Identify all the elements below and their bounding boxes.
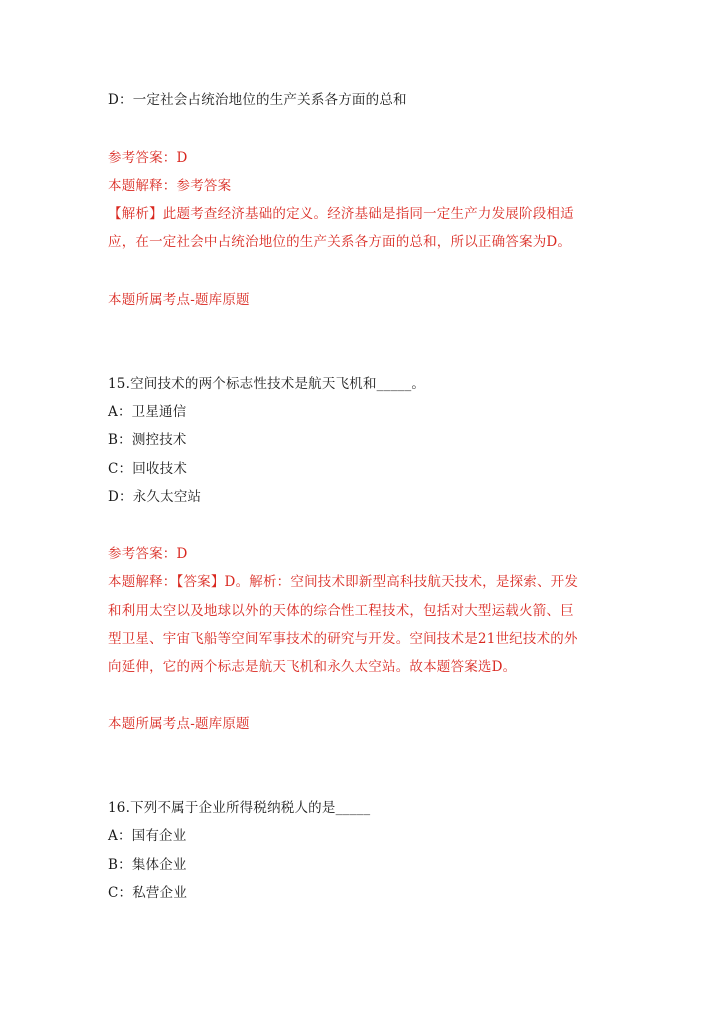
q15-option-b: B：测控技术 <box>108 432 187 448</box>
q15-explanation-line-2: 和利用太空以及地球以外的天体的综合性工程技术，包括对大型运载火箭、巨 <box>108 603 574 619</box>
q15-answer: 参考答案：D <box>108 546 188 562</box>
q15-option-c: C：回收技术 <box>108 461 188 477</box>
q15-option-d: D：永久太空站 <box>108 489 202 505</box>
q15-question: 15.空间技术的两个标志性技术是航天飞机和_____。 <box>108 376 426 392</box>
q16-option-c: C：私营企业 <box>108 885 188 901</box>
q14-analysis-line-1: 【解析】此题考查经济基础的定义。经济基础是指同一定生产力发展阶段相适 <box>108 206 574 222</box>
q14-answer: 参考答案：D <box>108 150 188 166</box>
q15-source: 本题所属考点-题库原题 <box>108 716 250 732</box>
q14-option-d: D：一定社会占统治地位的生产关系各方面的总和 <box>108 92 407 108</box>
q14-explanation-label: 本题解释：参考答案 <box>108 178 232 194</box>
q16-question: 16.下列不属于企业所得税纳税人的是_____ <box>108 800 371 816</box>
q15-explanation-line-4: 向延伸，它的两个标志是航天飞机和永久太空站。故本题答案选D。 <box>108 659 517 675</box>
q15-option-a: A：卫星通信 <box>108 404 187 420</box>
q15-explanation-line-1: 本题解释：【答案】D。解析：空间技术即新型高科技航天技术，是探索、开发 <box>108 574 579 590</box>
q14-analysis-line-2: 应，在一定社会中占统治地位的生产关系各方面的总和，所以正确答案为D。 <box>108 234 572 250</box>
q15-explanation-line-3: 型卫星、宇宙飞船等空间军事技术的研究与开发。空间技术是21世纪技术的外 <box>108 631 578 647</box>
q16-option-a: A：国有企业 <box>108 828 187 844</box>
q14-source: 本题所属考点-题库原题 <box>108 292 250 308</box>
q16-option-b: B：集体企业 <box>108 857 187 873</box>
